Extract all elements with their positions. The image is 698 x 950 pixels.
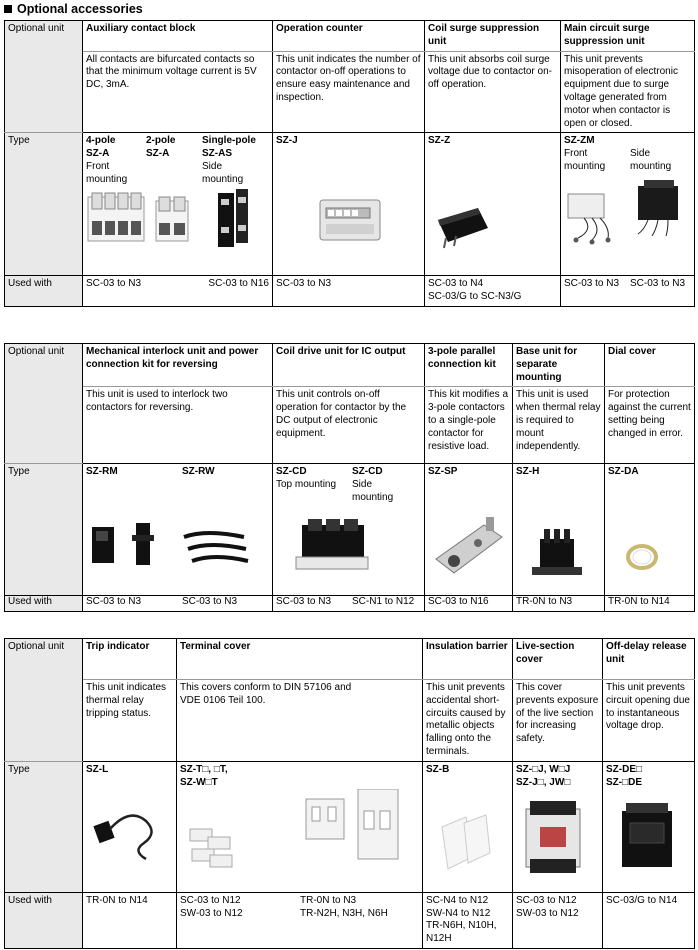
dial-desc: For protection against the current setting being changed in error. [605,387,695,464]
aux-2pole-block-image [156,197,188,241]
interlock-type-cell [83,464,273,596]
main-surge-title: Main circuit surge suppression unit [561,21,695,52]
dial-cover-photo [608,479,692,589]
terminal-type-1: SZ-T□, □T, [180,763,228,775]
interlock-unit-photo [86,479,270,579]
interlock-desc: This unit is used to interlock two contactors for reversing. [83,387,273,464]
live-type-2: SZ-J□, JW□ [516,776,571,788]
terminal-type-cell [177,761,423,892]
row-label-used-with-3: Used with [5,892,83,948]
terminal-cover-photo [180,789,420,885]
insulation-type-cell [423,761,513,892]
aux-type-cell [83,133,273,276]
aux-1pole-code: SZ-AS [202,148,232,160]
insulation-used-3: TR-N6H, N10H, [426,920,497,932]
coil-surge-desc: This unit absorbs coil surge voltage due to contactor on-off operation. [425,51,561,133]
insulation-used-2: SW-N4 to N12 [426,907,491,919]
insulation-used-1: SC-N4 to N12 [426,894,489,906]
parallel-kit-photo [428,479,510,589]
base-desc: This unit is used when thermal relay is required to mount independently. [513,387,605,464]
interlock-rm-image [92,523,154,565]
trip-type-cell [83,761,177,892]
row-label-optional-unit: Optional unit [5,21,83,133]
aux-single-pole-image [218,189,248,247]
page-title: Optional accessories [17,2,143,16]
accessories-table-2 [4,343,695,612]
main-surge-front-image [568,194,611,245]
row-label-used-with: Used with [5,276,83,307]
parallel-title: 3-pole parallel connection kit [425,344,513,387]
coil-surge-used-cell [425,276,561,307]
dial-type-code: SZ-DA [608,466,639,478]
main-surge-desc: This unit prevents misoperation of electronic equipment due to surge voltage generated from motor when contactor is open or closed. [561,51,695,133]
operation-counter-photo [276,148,422,258]
offdelay-desc: This unit prevents circuit opening due to instantaneous voltage drop. [603,680,695,762]
dial-type-cell [605,464,695,596]
counter-type-code: SZ-J [276,135,298,147]
offdelay-unit-photo [606,789,692,885]
trip-title: Trip indicator [83,639,177,680]
offdelay-type-cell [603,761,695,892]
aux-1pole-mount: Side mounting [202,160,244,185]
counter-desc: This unit indicates the number of contactor on-off operations to ensure easy maintenance and inspection. [273,51,425,133]
live-section-cover-photo [516,789,600,885]
terminal-used-2a: TR-0N to N3 [300,894,357,906]
coil-drive-used-1: SC-03 to N3 [276,596,332,608]
offdelay-title: Off-delay release unit [603,639,695,680]
interlock-rw-image [184,533,248,561]
terminal-used-1a: SC-03 to N12 [180,894,241,906]
row-label-optional-unit-2: Optional unit [5,344,83,464]
counter-type-cell [273,133,425,276]
aux-1pole-label: Single-pole [202,135,256,147]
insulation-used-cell [423,892,513,948]
coil-surge-used-2: SC-03/G to SC-N3/G [428,291,522,303]
main-surge-side-image [638,180,678,236]
coil-drive-type-2: SZ-CD [352,466,383,478]
coil-drive-mount-2: Side mounting [352,479,394,503]
base-type-cell [513,464,605,596]
insulation-used-4: N12H [426,933,452,945]
aux-title: Auxiliary contact block [83,21,273,52]
live-title: Live-section cover [513,639,603,680]
insulation-desc: This unit prevents accidental short-circuits caused by metallic objects falling onto the terminals. [423,680,513,762]
aux-4pole-mount: Front mounting [86,160,128,185]
interlock-used-2: SC-03 to N3 [182,596,238,608]
aux-used-1: SC-03 to N3 [86,278,142,290]
coil-drive-type-1: SZ-CD [276,466,307,478]
coil-surge-used-1: SC-03 to N4 [428,278,484,290]
base-title: Base unit for separate mounting [513,344,605,387]
accessories-table-3 [4,638,695,949]
terminal-cover-tr-image [306,789,398,859]
aux-4pole-code: SZ-A [86,148,110,160]
live-used-cell [513,892,603,948]
interlock-used-1: SC-03 to N3 [86,596,142,608]
coil-surge-type-code: SZ-Z [428,135,451,147]
terminal-title: Terminal cover [177,639,423,680]
accessories-table-1 [4,20,695,307]
trip-type-code: SZ-L [86,763,109,775]
coil-drive-used-2: SC-N1 to N12 [352,596,415,608]
live-type-1: SZ-□J, W□J [516,763,571,775]
row-label-type: Type [5,133,83,276]
main-surge-used-2: SC-03 to N3 [630,278,686,290]
trip-used: TR-0N to N14 [83,892,177,948]
aux-4pole-label: 4-pole [86,135,116,147]
insulation-title: Insulation barrier [423,639,513,680]
live-used-1: SC-03 to N12 [516,894,577,906]
terminal-cover-sc-image [190,829,232,867]
counter-used: SC-03 to N3 [273,276,425,307]
coil-drive-unit-photo [276,505,422,585]
dial-title: Dial cover [605,344,695,387]
interlock-type-1: SZ-RM [86,466,118,478]
live-used-2: SW-03 to N12 [516,907,579,919]
terminal-used-1b: SW-03 to N12 [180,907,243,919]
parallel-used: SC-03 to N16 [425,596,513,612]
dial-used: TR-0N to N14 [605,596,695,612]
insulation-barrier-photo [426,777,510,887]
parallel-type-code: SZ-SP [428,466,458,478]
interlock-type-2: SZ-RW [182,466,215,478]
main-surge-unit-photo [564,174,692,254]
coil-drive-type-cell [273,464,425,596]
coil-surge-unit-photo [428,148,558,258]
main-surge-mount-front: Front mounting [564,148,606,172]
offdelay-type-2: SZ-□DE [606,776,643,788]
row-label-optional-unit-3: Optional unit [5,639,83,762]
coil-drive-desc: This unit controls on-off operation for contactor by the DC output of electronic equipment. [273,387,425,464]
terminal-used-cell [177,892,423,948]
parallel-type-cell [425,464,513,596]
base-unit-photo [516,479,602,589]
bullet-square-icon [4,5,12,13]
terminal-used-2b: TR-N2H, N3H, N6H [300,907,388,919]
aux-used-cell [83,276,273,307]
trip-indicator-photo [86,777,174,887]
terminal-desc: This covers conform to DIN 57106 and VDE 0106 Teil 100. [177,680,423,762]
main-surge-mount-side: Side mounting [630,148,672,172]
section-heading [4,0,143,18]
aux-contact-photo [86,189,270,251]
row-label-used-with-2: Used with [5,596,83,612]
offdelay-used: SC-03/G to N14 [603,892,695,948]
main-surge-used-cell [561,276,695,307]
aux-2pole-label: 2-pole [146,135,176,147]
main-surge-type-code: SZ-ZM [564,135,595,147]
aux-used-2: SC-03 to N16 [208,278,269,290]
interlock-title: Mechanical interlock unit and power connection kit for reversing [83,344,273,387]
main-surge-used-1: SC-03 to N3 [564,278,620,290]
live-type-cell [513,761,603,892]
base-used: TR-0N to N3 [513,596,605,612]
insulation-type-code: SZ-B [426,763,450,775]
coil-drive-mount-1: Top mounting [276,479,337,491]
counter-title: Operation counter [273,21,425,52]
coil-drive-title: Coil drive unit for IC output [273,344,425,387]
live-desc: This cover prevents exposure of the live section for increasing safety. [513,680,603,762]
main-surge-type-cell [561,133,695,276]
aux-2pole-code: SZ-A [146,148,170,160]
aux-4pole-block-image [88,193,144,241]
coil-drive-used-cell [273,596,425,612]
offdelay-type-1: SZ-DE□ [606,763,643,775]
aux-desc: All contacts are bifurcated contacts so that the minimum voltage current is 5V DC, 3mA. [83,51,273,133]
row-label-type-3: Type [5,761,83,892]
coil-surge-type-cell [425,133,561,276]
interlock-used-cell [83,596,273,612]
terminal-type-2: SZ-W□T [180,776,218,788]
base-type-code: SZ-H [516,466,540,478]
trip-desc: This unit indicates thermal relay tripping status. [83,680,177,762]
coil-surge-title: Coil surge suppression unit [425,21,561,52]
parallel-desc: This kit modifies a 3-pole contactors to a single-pole contactor for resistive load. [425,387,513,464]
row-label-type-2: Type [5,464,83,596]
